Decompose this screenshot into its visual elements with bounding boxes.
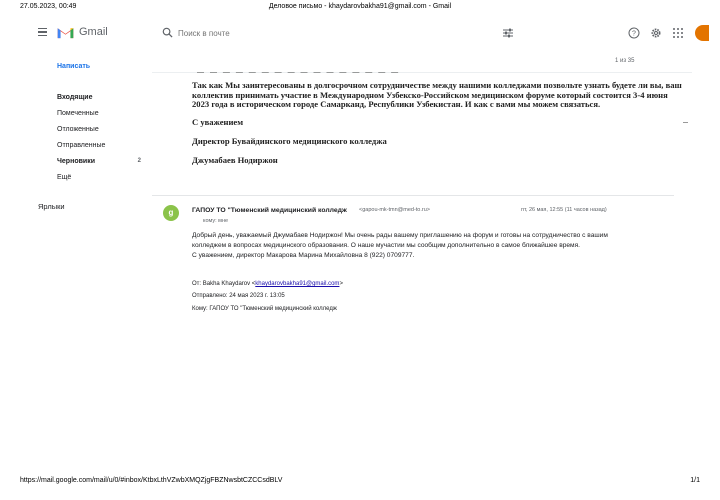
settings-icon[interactable] — [650, 27, 662, 39]
sidebar-item-label: Отложенные — [57, 126, 99, 133]
quoted-paragraph: Так как Мы заинтересованы в долгосрочном сотрудничестве между нашими колледжами позвольте узнать будете ли вы, ваш коллектив принимать участие в Международном Узбекско-Российском медицинском форуме который состоится 3-4 июня 2023 года в историческом городе Самарканд, Республики Узбекистан. И как с вами мы можем связаться. — [192, 80, 682, 110]
quoted-regards: С уважением — [192, 117, 244, 128]
help-icon[interactable] — [628, 27, 640, 39]
search-bar[interactable] — [158, 24, 520, 42]
print-url: https://mail.google.com/mail/u/0/#inbox/KtbxLthVZwbXMQZjgFBZNwsbtCZCCsdBLV — [20, 477, 283, 484]
gmail-header — [0, 22, 720, 44]
quoted-name: Джумабаев Нодиржон — [192, 154, 278, 165]
message-divider — [152, 195, 674, 196]
forward-from — [192, 281, 343, 287]
message-body — [192, 231, 677, 262]
svg-text:?: ? — [632, 30, 636, 38]
sidebar-item-drafts[interactable] — [57, 158, 147, 165]
gmail-logo-icon[interactable] — [57, 26, 74, 39]
body-line: С уважением, директор Макарова Марина Михайловна 8 (922) 0709777. — [192, 252, 415, 260]
sidebar-item-label: Черновики — [57, 158, 96, 165]
search-input[interactable] — [178, 26, 478, 40]
search-icon[interactable] — [162, 27, 173, 38]
sidebar-item-label: Входящие — [57, 94, 93, 101]
pagination-count: 1 из 35 — [615, 58, 635, 64]
body-line: колледжем в вопросах медицинского образования. О наше мучастии мы сообщим дополнительно в самое ближайшее время. — [192, 242, 580, 250]
avatar[interactable] — [695, 25, 709, 41]
sender-email: <gapou-mk-tmn@med-to.ru> — [359, 207, 431, 213]
forward-from-suffix: > — [339, 281, 343, 287]
sidebar-item-label: Отправленные — [57, 142, 106, 149]
truncated-line: — — — — — — — — — — — — — — — — — [197, 69, 401, 73]
forward-from-label: От: Bakha Khaydarov < — [192, 281, 256, 287]
labels-heading: Ярлыки — [38, 202, 65, 211]
sidebar-item-more[interactable] — [57, 174, 147, 181]
print-datetime: 27.05.2023, 00:49 — [20, 3, 77, 10]
sidebar-item-label: Ещё — [57, 174, 72, 181]
drafts-count: 2 — [137, 158, 141, 164]
sender-avatar[interactable]: g — [163, 205, 179, 221]
sender-name[interactable]: ГАПОУ ТО "Тюменский медицинский колледж — [192, 207, 347, 214]
print-footer — [20, 477, 700, 489]
tune-icon[interactable] — [502, 27, 514, 39]
forward-to: Кому: ГАПОУ ТО "Тюменский медицинский колледж — [192, 306, 337, 312]
sidebar-item-snoozed[interactable] — [57, 126, 147, 133]
message-date: пт, 26 мая, 12:55 (11 часов назад) — [521, 207, 607, 213]
gmail-wordmark: Gmail — [79, 26, 108, 38]
menu-icon[interactable] — [38, 28, 47, 36]
apps-icon[interactable] — [672, 27, 684, 39]
sidebar-item-starred[interactable] — [57, 110, 147, 117]
quoted-message — [192, 81, 682, 174]
print-page-number: 1/1 — [690, 477, 700, 484]
sidebar-item-label: Помеченные — [57, 110, 99, 117]
scroll-marker — [683, 122, 688, 123]
print-header — [20, 3, 700, 15]
sidebar-item-inbox[interactable] — [57, 94, 147, 101]
body-line: Добрый день, уважаемый Джумабаев Нодиржон! Мы очень рады вашему приглашению на форум и готовы на сотрудничество с вашим — [192, 232, 608, 239]
forward-sent: Отправлено: 24 мая 2023 г. 13:05 — [192, 293, 285, 299]
recipient-line[interactable]: кому: мне — [203, 218, 229, 224]
print-title: Деловое письмо - khaydarovbakha91@gmail.com - Gmail — [268, 3, 452, 10]
email-thread — [152, 50, 692, 470]
sidebar-item-sent[interactable] — [57, 142, 147, 149]
quoted-position: Директор Бувайдинского медицинского колледжа — [192, 135, 387, 146]
compose-button[interactable]: Написать — [57, 63, 91, 70]
forward-from-email-link[interactable]: khaydarovbakha91@gmail.com — [255, 281, 340, 287]
